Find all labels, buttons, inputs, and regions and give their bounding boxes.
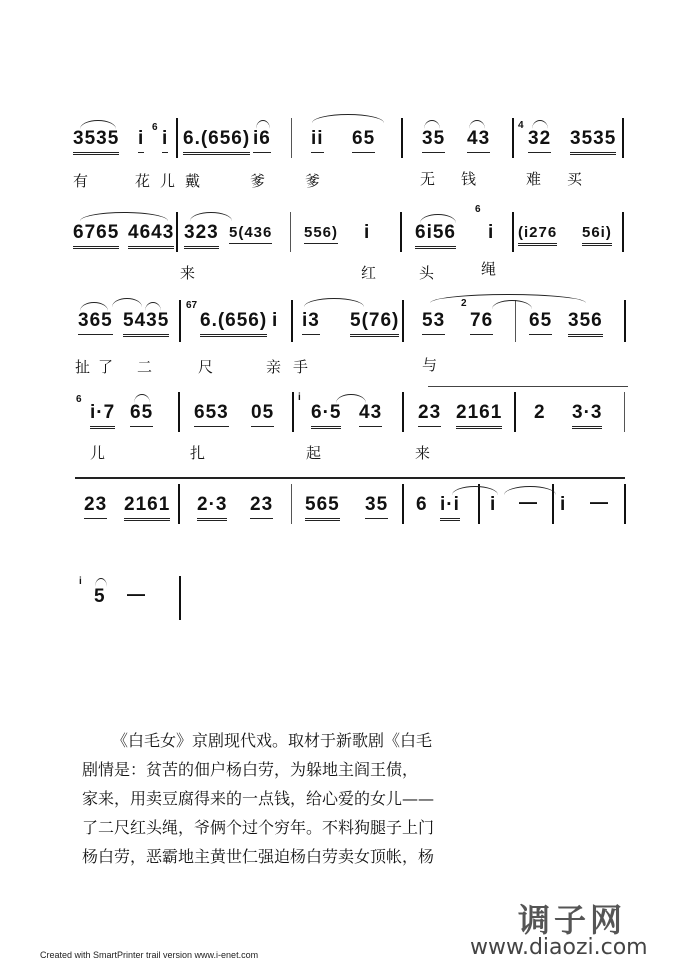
note-group: 6.(656) (200, 310, 267, 337)
bar-line (512, 118, 514, 158)
prose-line: 杨白劳，恶霸地主黄世仁强迫杨白劳卖女顶帐，杨 (82, 847, 435, 866)
lyric: 与 (422, 356, 438, 374)
note-group: i (560, 494, 567, 515)
note-group: i (138, 128, 144, 153)
note-group: 6.(656) (183, 128, 250, 155)
note-group: 4643 (128, 222, 174, 249)
bar-line (512, 212, 514, 252)
note-group: 5(76) (350, 310, 399, 337)
bar-line (179, 576, 181, 620)
lyric: 尺 (198, 358, 214, 376)
lyric: 花 (135, 172, 151, 190)
fermata-mark (95, 578, 107, 587)
grace-note: 6 (152, 122, 158, 133)
note-group: 35 (365, 494, 388, 519)
bar-line (622, 118, 624, 158)
note-group: ii (311, 128, 324, 153)
lyric: 来 (180, 264, 196, 282)
bar-line (290, 212, 291, 252)
note-group: i (488, 222, 495, 243)
prose-line: 《白毛女》京剧现代戏。取材于新歌剧《白毛 (112, 731, 433, 750)
note-group: 6i56 (415, 222, 456, 249)
bar-line (179, 300, 181, 342)
slur-mark (420, 214, 456, 223)
note-group: 365 (78, 310, 113, 335)
note-group: i (490, 494, 497, 515)
sustain-dash: — (519, 492, 537, 512)
note-group: 43 (467, 128, 490, 153)
note-group: 23 (84, 494, 107, 519)
slur-mark (424, 120, 440, 129)
note-group: i (162, 128, 168, 153)
lyric: 亲 (266, 358, 282, 376)
lyric: 起 (306, 444, 322, 462)
note-group: 56i) (582, 224, 612, 246)
note-group: 35 (422, 128, 445, 153)
prose-line: 剧情是：贫苦的佃户杨白劳，为躲地主阎王债， (82, 760, 419, 779)
grace-note: i (79, 576, 82, 587)
note-group: i (364, 222, 371, 243)
slur-mark (469, 120, 485, 129)
lyric: 难 (526, 170, 542, 188)
bar-line (624, 300, 626, 342)
note-group: 565 (305, 494, 340, 521)
note-group: 2161 (456, 402, 502, 429)
bar-line (291, 484, 292, 524)
note-group: 356 (568, 310, 603, 337)
lyric: 买 (567, 170, 583, 188)
note-group: i (272, 310, 279, 331)
note-group: 65 (352, 128, 375, 153)
description-text (82, 726, 522, 871)
lyric: 儿 (90, 444, 106, 462)
slur-mark (80, 302, 108, 311)
slur-mark (256, 120, 270, 129)
prose-line: 家来，用卖豆腐得来的一点钱，给心爱的女儿—— (82, 789, 435, 808)
prose-line: 了二尺红头绳，爷俩个过个穷年。不料狗腿子上门 (82, 818, 435, 837)
slur-mark (80, 120, 116, 129)
bar-line (292, 392, 294, 432)
note-group: (i276 (518, 224, 557, 246)
sustain-dash: — (590, 492, 608, 512)
slur-mark (452, 486, 498, 495)
watermark-title: 调子网 (518, 901, 627, 939)
note-group: 32 (528, 128, 551, 153)
note-group: i·i (440, 494, 460, 521)
note-group: 23 (418, 402, 441, 427)
grace-note: 6 (76, 394, 82, 405)
note-group: 556) (304, 224, 338, 244)
slur-mark (134, 394, 150, 403)
sustain-dash: — (127, 584, 145, 604)
note-group: 323 (184, 222, 219, 249)
note-group: 5 (94, 586, 106, 607)
slur-mark (312, 114, 384, 123)
slur-mark (532, 120, 548, 129)
bar-line (402, 484, 404, 524)
bar-line (624, 392, 625, 432)
bar-line (401, 118, 403, 158)
note-group: 2 (534, 402, 546, 423)
bar-line (178, 484, 180, 524)
slur-mark (336, 394, 366, 403)
note-group: 5(436 (229, 224, 272, 244)
note-group: 65 (529, 310, 552, 335)
note-group: 65 (130, 402, 153, 427)
lyric: 爹 (305, 172, 321, 190)
slur-mark (504, 486, 556, 495)
lyric: 有 (73, 172, 89, 190)
bracket-line (75, 477, 625, 479)
grace-note: 67 (186, 300, 198, 311)
bar-line (400, 212, 402, 252)
note-group: 6 (416, 494, 428, 515)
note-group: 05 (251, 402, 274, 427)
lyric: 扎 (190, 444, 206, 462)
note-group: 653 (194, 402, 229, 427)
slur-mark (112, 298, 142, 307)
grace-note: 6 (475, 204, 481, 215)
lyric: 来 (415, 444, 431, 462)
note-group: 6·5 (311, 402, 341, 429)
note-group: 3535 (73, 128, 119, 155)
note-group: 2161 (124, 494, 170, 521)
note-group: 3535 (570, 128, 616, 155)
slur-mark (145, 302, 161, 311)
slur-mark (80, 212, 168, 221)
lyric: 绳 (481, 260, 497, 278)
note-group: 6765 (73, 222, 119, 249)
note-group: 3·3 (572, 402, 602, 429)
lyric: 无 (420, 170, 436, 188)
bar-line (514, 392, 516, 432)
watermark-url: www.diaozi.com (470, 935, 648, 960)
bar-line (178, 392, 180, 432)
note-group: 53 (422, 310, 445, 335)
note-group: i6 (253, 128, 271, 153)
bar-line (402, 300, 404, 342)
note-group: i3 (302, 310, 320, 335)
grace-note: 2 (461, 298, 467, 309)
lyric: 戴 (185, 172, 201, 190)
lyric: 钱 (461, 170, 477, 188)
repeat-bracket-line (428, 386, 628, 387)
lyric: 扯 (75, 358, 91, 376)
note-group: 5435 (123, 310, 169, 337)
note-group: 43 (359, 402, 382, 427)
bar-line (624, 484, 626, 524)
note-group: i·7 (90, 402, 115, 429)
lyric: 手 (293, 358, 309, 376)
bar-line (622, 212, 624, 252)
bar-line (291, 118, 292, 158)
slur-mark (304, 298, 364, 307)
lyric: 了 (98, 358, 114, 376)
bar-line (176, 118, 178, 158)
lyric: 儿 (160, 172, 176, 190)
bar-line (291, 300, 293, 342)
lyric: 二 (137, 358, 153, 376)
note-group: 2·3 (197, 494, 227, 521)
bar-line (402, 392, 404, 432)
note-group: 76 (470, 310, 493, 335)
note-group: 23 (250, 494, 273, 519)
grace-note: 4 (518, 120, 524, 131)
lyric: 红 (361, 264, 377, 282)
lyric: 爹 (250, 172, 266, 190)
bar-line (176, 212, 178, 252)
slur-mark (190, 212, 232, 221)
lyric: 头 (419, 264, 435, 282)
printer-credit: Created with SmartPrinter trail version www.i-enet.com (40, 950, 259, 960)
grace-note: i (298, 392, 301, 403)
